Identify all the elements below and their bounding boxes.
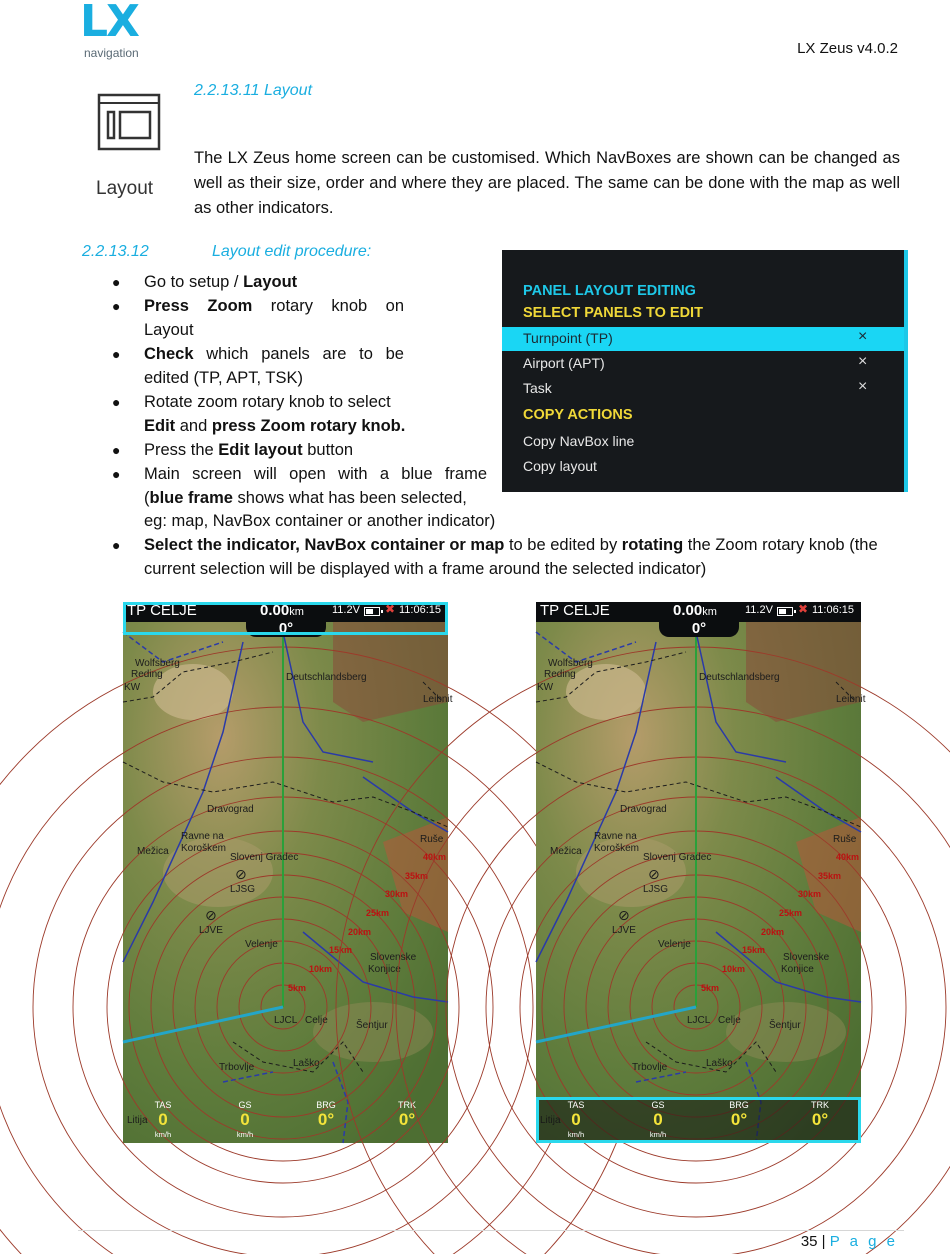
distance-readout: 0.00km: [673, 602, 717, 619]
airspace-alert-icon: ✖: [798, 602, 809, 616]
panel-heading: PANEL LAYOUT EDITING: [523, 283, 696, 299]
clock: 11:06:15: [399, 604, 442, 616]
bullet-icon: ●: [112, 274, 121, 290]
navbox-trk[interactable]: TRK 0°: [811, 1100, 829, 1129]
navbox-brg[interactable]: BRG 0°: [729, 1100, 749, 1129]
copy-actions-heading: COPY ACTIONS: [523, 407, 633, 423]
heading-readout: 0°: [246, 621, 326, 637]
battery-icon: [777, 607, 793, 616]
heading-readout: 0°: [659, 621, 739, 637]
status-bar: [536, 602, 861, 622]
page-number: 35: [800, 1233, 818, 1250]
navbox-container: [123, 1097, 448, 1143]
clock: 11:06:15: [812, 604, 855, 616]
selection-frame-navbox: [536, 1097, 861, 1143]
panel-layout-editing-screenshot: [502, 250, 908, 492]
section-title: Layout edit procedure:: [212, 243, 372, 260]
page-word: P a g e: [829, 1233, 898, 1250]
close-icon[interactable]: ×: [858, 378, 868, 395]
scrollbar-indicator: [904, 250, 908, 492]
bullet-icon: ●: [112, 394, 121, 410]
close-icon[interactable]: ×: [858, 353, 868, 370]
navbox-gs[interactable]: GS 0 km/h: [649, 1100, 667, 1139]
panel-subheading: SELECT PANELS TO EDIT: [523, 305, 703, 321]
voltage-readout: 11.2V: [745, 604, 773, 616]
voltage-readout: 11.2V: [332, 604, 360, 616]
panel-item-task[interactable]: Task ×: [523, 378, 868, 396]
navbox-tas[interactable]: TAS 0 km/h: [567, 1100, 585, 1139]
layout-icon-label: Layout: [96, 178, 154, 199]
layout-icon: [98, 94, 160, 150]
panel-item-airport[interactable]: Airport (APT) ×: [523, 353, 868, 371]
logo-subtext: navigation: [84, 46, 139, 60]
bullet-icon: ●: [112, 346, 121, 362]
map-screen-navbox-frame: Wolfsberg Reding KW Deutschlandsberg Leibnit Dravograd Ravne na Koroškem Mežica Slovenj Gradec LJSG LJVE Velenje Slovenske Konjice LJCL Celje Šentjur Trbovlje Laško Ruše 5km 10km 15km 20km 25km 30km 35km 40km ⊘ ⊘ TP CELJE 0.00km 11.2V ✖ 11:06:15 0° TAS 0 km/h GS 0 km/h BRG 0° TRK 0°: [536, 602, 861, 1143]
navbox-gs[interactable]: GS 0 km/h: [236, 1100, 254, 1139]
turnpoint-name: TP CELJE: [540, 602, 610, 619]
navbox-tas[interactable]: TAS 0 km/h: [154, 1100, 172, 1139]
map-screen-top-frame: Wolfsberg Reding KW Deutschlandsberg Leibnit Dravograd Ravne na Koroškem Mežica Slovenj Gradec LJSG LJVE Velenje Slovenske Konjice LJCL Celje Šentjur Trbovlje Laško Litija Ruše 5km 10km 15km 20km 25km 30km 35km 40km ⊘ ⊘ TP CELJE 0.00km 11.2V ✖ 11:06:15 0° TAS 0 km/h GS 0 km/h BRG 0° TRK 0°: [123, 602, 448, 1143]
bullet-icon: ●: [112, 442, 121, 458]
airfield-icon: ⊘: [205, 907, 217, 923]
airfield-icon: ⊘: [618, 907, 630, 923]
copy-navbox-line-action[interactable]: Copy NavBox line: [523, 433, 635, 449]
airspace-alert-icon: ✖: [385, 602, 396, 616]
navbox-trk[interactable]: TRK 0°: [398, 1100, 416, 1129]
airfield-icon: ⊘: [235, 866, 247, 882]
footer-divider: [78, 1230, 904, 1231]
navbox-brg[interactable]: BRG 0°: [316, 1100, 336, 1129]
section-heading-procedure: [82, 243, 371, 261]
bullet-icon: ●: [112, 298, 121, 314]
logo-text: LX: [80, 0, 138, 47]
intro-paragraph: The LX Zeus home screen can be customised. Which NavBoxes are shown can be changed as well as their size, order and where they are placed. The same can be done with the map as well as other indicators.: [194, 149, 900, 217]
selection-frame-topbar: [123, 602, 448, 635]
doc-version: LX Zeus v4.0.2: [797, 40, 898, 57]
close-icon[interactable]: ×: [858, 328, 868, 345]
section-heading-layout: 2.2.13.11 Layout: [194, 82, 313, 99]
section-number: 2.2.13.12: [82, 243, 149, 260]
page-footer: 35 | P a g e: [800, 1233, 898, 1250]
lx-navigation-logo: [80, 0, 150, 64]
bullet-icon: ●: [112, 537, 121, 553]
bullet-icon: ●: [112, 466, 121, 482]
copy-layout-action[interactable]: Copy layout: [523, 458, 597, 474]
airfield-icon: ⊘: [648, 866, 660, 882]
panel-item-turnpoint[interactable]: Turnpoint (TP) ×: [502, 327, 904, 351]
distance-readout: 0.00km: [260, 602, 304, 619]
turnpoint-name: TP CELJE: [127, 602, 197, 619]
